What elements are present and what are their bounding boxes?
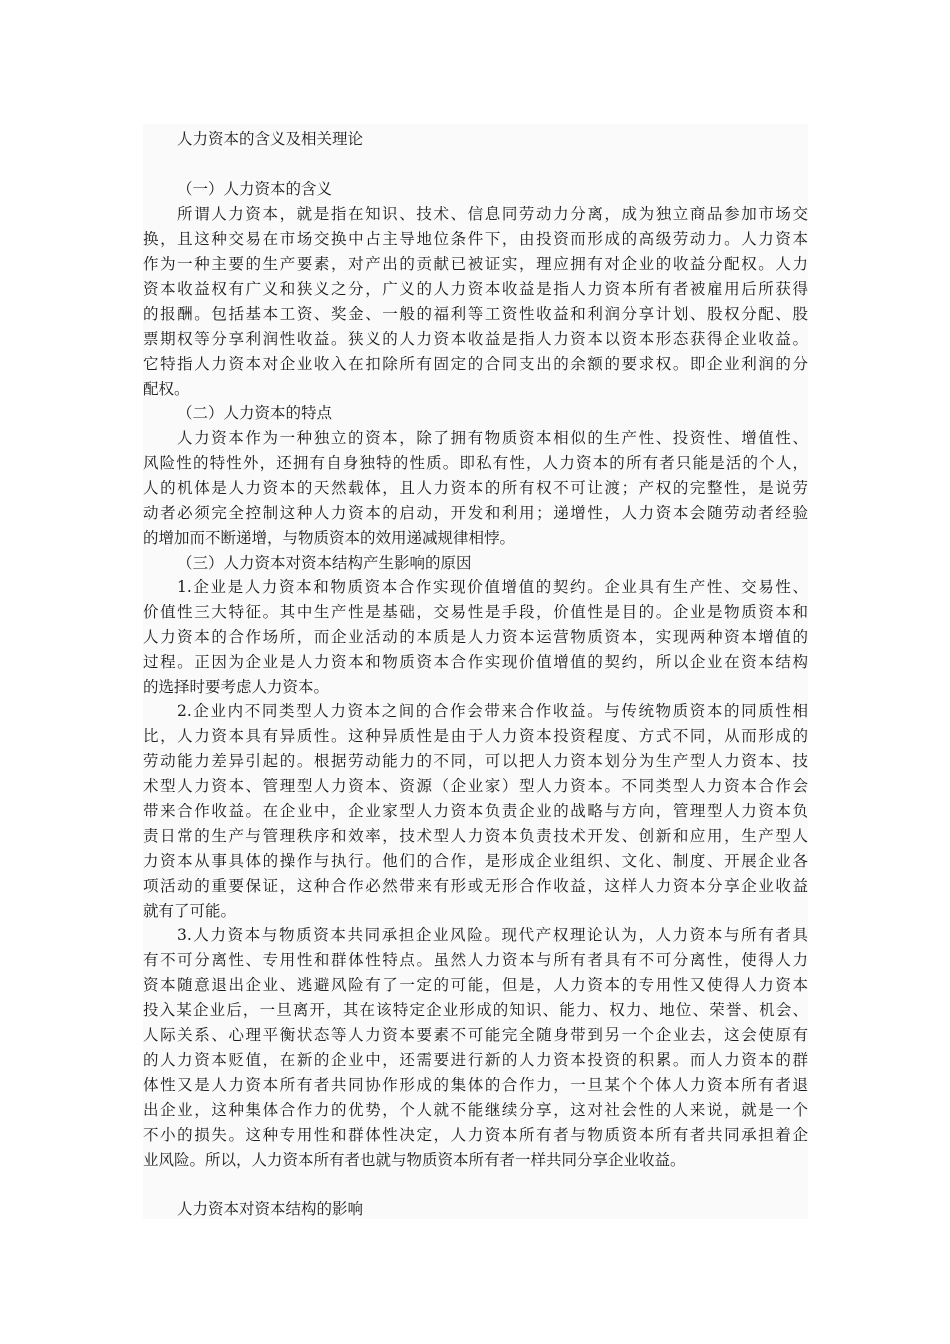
heading-meaning: （一）人力资本的含义: [177, 180, 333, 198]
paragraph-line: 资本随意退出企业、逃避风险有了一定的可能，但是，人力资本的专用性又使得人力资本: [143, 976, 808, 994]
paragraph-line: 出企业，这种集体合作力的优势，个人就不能继续分享，这对社会性的人来说，就是一个: [143, 1101, 808, 1119]
paragraph-line: 不小的损失。这种专用性和群体性决定，人力资本所有者与物质资本所有者共同承担着企: [143, 1126, 808, 1144]
paragraph-line: 它特指人力资本对企业收入在扣除所有固定的合同支出的余额的要求权。即企业利润的分: [143, 355, 808, 373]
paragraph-line: 1.企业是人力资本和物质资本合作实现价值增值的契约。企业具有生产性、交易性、: [177, 578, 808, 596]
paragraph-line: 的选择时要考虑人力资本。: [143, 678, 330, 696]
paragraph-line: 票期权等分享利润性收益。狭义的人力资本收益是指人力资本以资本形态获得企业收益。: [143, 330, 808, 348]
paragraph-line: 就有了可能。: [143, 902, 237, 920]
paragraph-line: 换，且这种交易在市场交换中占主导地位条件下，由投资而形成的高级劳动力。人力资本: [143, 230, 808, 248]
paragraph-line: 风险性的特性外，还拥有自身独特的性质。即私有性，人力资本的所有者只能是活的个人，: [143, 454, 808, 472]
paragraph-line: 责日常的生产与管理秩序和效率，技术型人力资本负责技术开发、创新和应用，生产型人: [143, 827, 808, 845]
paragraph-line: 业风险。所以，人力资本所有者也就与物质资本所有者一样共同分享企业收益。: [143, 1151, 686, 1169]
paragraph-line: 有不可分离性、专用性和群体性特点。虽然人力资本与所有者具有不可分离性，使得人力: [143, 951, 808, 969]
paragraph-line: 带来合作收益。在企业中，企业家型人力资本负责企业的战略与方向，管理型人力资本负: [143, 802, 808, 820]
paragraph-line: 人力资本作为一种独立的资本，除了拥有物质资本相似的生产性、投资性、增值性、: [177, 429, 808, 447]
paragraph-line: 力资本从事具体的操作与执行。他们的合作，是形成企业组织、文化、制度、开展企业各: [143, 852, 808, 870]
document-body: [143, 124, 808, 1219]
paragraph-line: 人力资本的合作场所，而企业活动的本质是人力资本运营物质资本，实现两种资本增值的: [143, 628, 808, 646]
paragraph-line: 作为一种主要的生产要素，对产出的贡献已被证实，理应拥有对企业的收益分配权。人力: [143, 255, 808, 273]
paragraph-line: 动者必须完全控制这种人力资本的启动，开发和利用；递增性，人力资本会随劳动者经验: [143, 504, 808, 522]
paragraph-line: 资本收益权有广义和狭义之分，广义的人力资本收益是指人力资本所有者被雇用后所获得: [143, 280, 808, 298]
paragraph-line: 劳动能力差异引起的。根据劳动能力的不同，可以把人力资本划分为生产型人力资本、技: [143, 752, 808, 770]
section-title-impact: 人力资本对资本结构的影响: [177, 1200, 364, 1218]
paragraph-line: 术型人力资本、管理型人力资本、资源（企业家）型人力资本。不同类型人力资本合作会: [143, 777, 808, 795]
paragraph-line: 体性又是人力资本所有者共同协作形成的集体的合作力，一旦某个个体人力资本所有者退: [143, 1076, 808, 1094]
paragraph-line: 的报酬。包括基本工资、奖金、一般的福利等工资性收益和利润分享计划、股权分配、股: [143, 305, 808, 323]
paragraph-line: 3.人力资本与物质资本共同承担企业风险。现代产权理论认为，人力资本与所有者具: [177, 926, 808, 944]
section-title-meaning-theory: 人力资本的含义及相关理论: [177, 130, 364, 148]
paragraph-line: 的人力资本贬值，在新的企业中，还需要进行新的人力资本投资的积累。而人力资本的群: [143, 1051, 808, 1069]
paragraph-line: 人际关系、心理平衡状态等人力资本要素不可能完全随身带到另一个企业去，这会使原有: [143, 1026, 808, 1044]
paragraph-line: 配权。: [143, 380, 190, 398]
heading-reasons: （三）人力资本对资本结构产生影响的原因: [177, 554, 472, 572]
paragraph-line: 价值性三大特征。其中生产性是基础，交易性是手段，价值性是目的。企业是物质资本和: [143, 603, 808, 621]
paragraph-line: 的增加而不断递增，与物质资本的效用递减规律相悖。: [143, 529, 516, 547]
paragraph-line: 所谓人力资本，就是指在知识、技术、信息同劳动力分离，成为独立商品参加市场交: [177, 205, 808, 223]
paragraph-line: 项活动的重要保证，这种合作必然带来有形或无形合作收益，这样人力资本分享企业收益: [143, 877, 808, 895]
paragraph-line: 投入某企业后，一旦离开，其在该特定企业形成的知识、能力、权力、地位、荣誉、机会、: [143, 1001, 808, 1019]
paragraph-line: 过程。正因为企业是人力资本和物质资本合作实现价值增值的契约，所以企业在资本结构: [143, 653, 808, 671]
paragraph-line: 人的机体是人力资本的天然载体，且人力资本的所有权不可让渡；产权的完整性，是说劳: [143, 479, 808, 497]
heading-features: （二）人力资本的特点: [177, 404, 333, 422]
paragraph-line: 2.企业内不同类型人力资本之间的合作会带来合作收益。与传统物质资本的同质性相: [177, 702, 808, 720]
paragraph-line: 比，人力资本具有异质性。这种异质性是由于人力资本投资程度、方式不同，从而形成的: [143, 727, 808, 745]
